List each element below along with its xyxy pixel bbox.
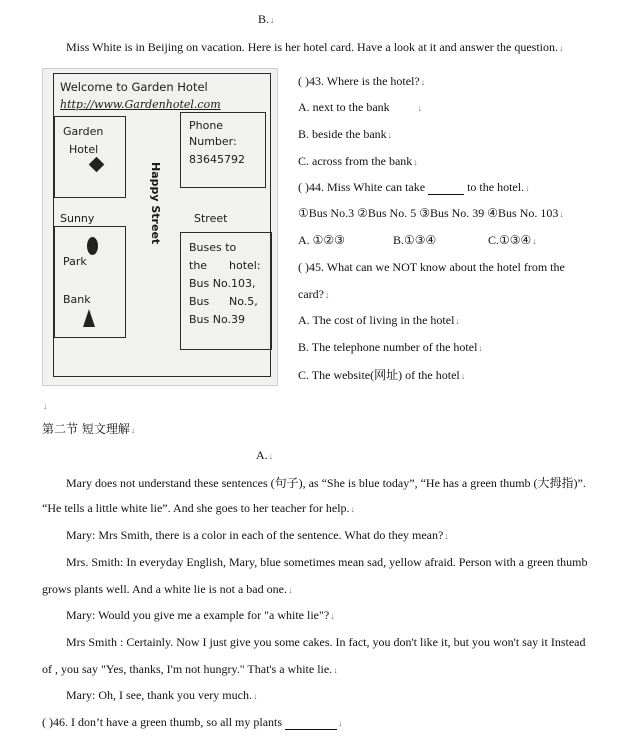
buses-line-1: Buses to — [189, 241, 237, 254]
q44-option-b: B.①③④ — [393, 233, 437, 247]
bank-label: Bank — [63, 293, 91, 306]
card-url: http://www.Gardenhotel.com — [60, 98, 221, 111]
buses-line-2b: hotel: — [229, 259, 261, 272]
passage-line-9: Mary: Oh, I see, thank you very much.↓ — [66, 688, 258, 702]
q43-option-b: B. beside the bank↓ — [298, 127, 393, 141]
phone-number: 83645792 — [189, 153, 245, 166]
buses-line-5: Bus No.39 — [189, 313, 246, 326]
hotel-label: Hotel — [69, 143, 99, 156]
q45-option-c: C. The website(网址) of the hotel↓ — [298, 368, 466, 382]
question-46: ( )46. I don’t have a green thumb, so all my plants ↓ — [42, 715, 343, 729]
passage-line-8: of , you say "Yes, thanks, I'm not hungry." That's a white lie.↓ — [42, 662, 338, 676]
happy-street-label: Happy Street — [149, 162, 162, 245]
passage-a-label: A.↓ — [256, 448, 274, 462]
park-label: Park — [63, 255, 87, 268]
phone-label: Phone — [189, 119, 224, 132]
passage-line-6: Mary: Would you give me a example for "a white lie"?↓ — [66, 608, 335, 622]
card-welcome: Welcome to Garden Hotel — [60, 80, 208, 94]
q43-option-c: C. across from the bank↓ — [298, 154, 418, 168]
question-45: ( )45. What can we NOT know about the hotel from the — [298, 260, 565, 274]
passage-line-4: Mrs. Smith: In everyday English, Mary, blue sometimes mean sad, yellow afraid. Person with a green thumb — [66, 555, 588, 569]
hotel-card-frame — [53, 73, 271, 377]
passage-line-2: “He tells a little white lie”. And she goes to her teacher for help.↓ — [42, 501, 356, 515]
intro-paragraph: Miss White is in Beijing on vacation. Here is her hotel card. Have a look at it and answer the question.↓ — [66, 40, 564, 54]
garden-label: Garden — [63, 125, 104, 138]
buses-box — [180, 232, 272, 350]
q44-blank[interactable] — [428, 182, 464, 195]
section-b-label: B.↓ — [258, 12, 275, 26]
question-44: ( )44. Miss White can take to the hotel.↓ — [298, 180, 530, 194]
passage-line-1: Mary does not understand these sentences (句子), as “She is blue today”, “He has a green thumb (大拇指)”. — [66, 476, 586, 490]
q44-bus-options: ①Bus No.3 ②Bus No. 5 ③Bus No. 39 ④Bus No. 103↓ — [298, 206, 564, 220]
hotel-diamond-icon — [89, 157, 105, 173]
number-label: Number: — [189, 135, 237, 148]
park-bank-box — [54, 226, 126, 338]
question-45-cont: card?↓ — [298, 287, 330, 301]
hotel-card-image — [42, 68, 278, 386]
buses-line-4b: No.5, — [229, 295, 258, 308]
q44-option-a: A. ①②③ — [298, 233, 345, 247]
q44-option-c: C.①③④↓ — [488, 233, 537, 247]
question-43: ( )43. Where is the hotel?↓ — [298, 74, 426, 88]
street-label: Street — [194, 212, 228, 225]
q45-option-b: B. The telephone number of the hotel↓ — [298, 340, 483, 354]
q46-blank[interactable] — [285, 717, 337, 730]
q43-option-a: A. next to the bank ↓ — [298, 100, 423, 114]
buses-line-4a: Bus — [189, 295, 210, 308]
q45-option-a: A. The cost of living in the hotel↓ — [298, 313, 460, 327]
passage-line-7: Mrs Smith : Certainly. Now I just give you some cakes. In fact, you don't like it, but you won't say it Instead — [66, 635, 586, 649]
park-oval-icon — [87, 237, 98, 255]
buses-line-3: Bus No.103, — [189, 277, 256, 290]
bank-triangle-icon — [83, 309, 95, 327]
phone-box — [180, 112, 266, 188]
passage-line-5: grows plants well. And a white lie is not a bad one.↓ — [42, 582, 293, 596]
garden-hotel-box — [54, 116, 126, 198]
section-2-title: 第二节 短文理解↓ — [42, 422, 136, 436]
buses-line-2a: the — [189, 259, 208, 272]
paragraph-mark: ↓ — [43, 401, 48, 411]
sunny-label: Sunny — [60, 212, 95, 225]
passage-line-3: Mary: Mrs Smith, there is a color in each of the sentence. What do they mean?↓ — [66, 528, 449, 542]
